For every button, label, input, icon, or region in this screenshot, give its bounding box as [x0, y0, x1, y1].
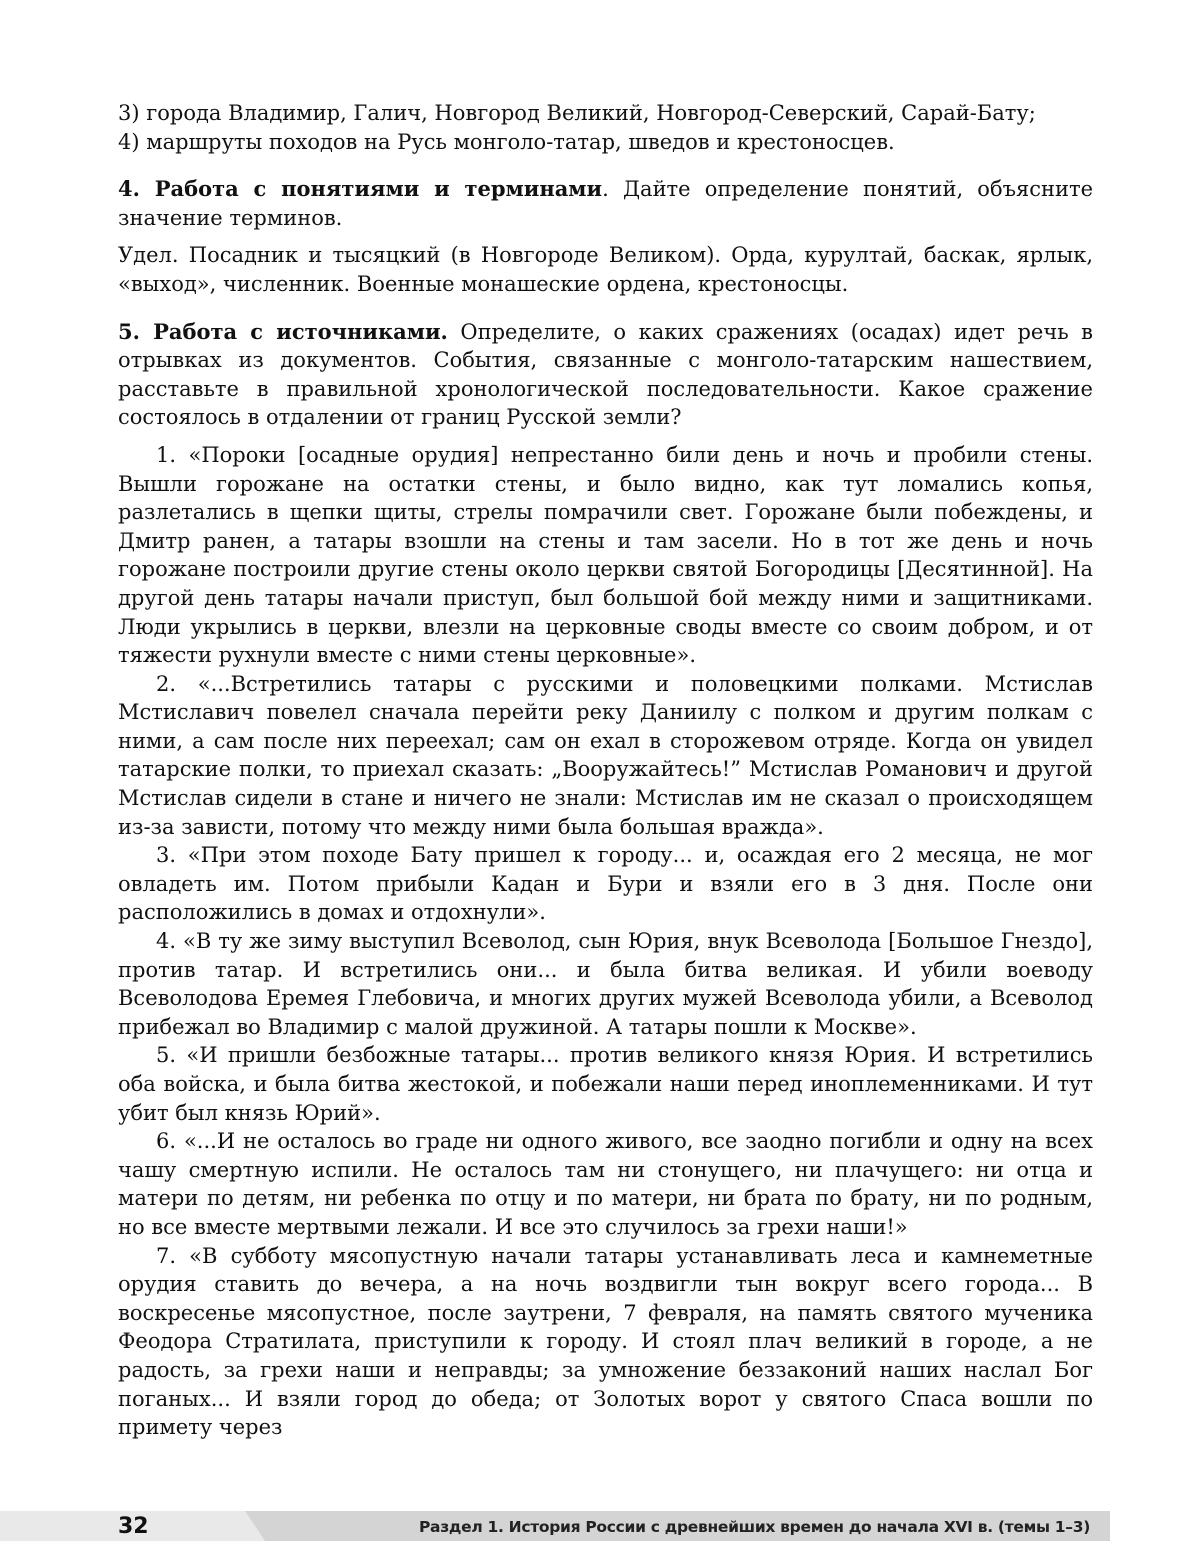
task-4-paragraph [118, 175, 1093, 232]
task-4-terms: Удел. Посадник и тысяцкий (в Новгороде Великом). Орда, курултай, баскак, ярлык, «выход», численник. Военные монашеские ордена, крестоносцы. [118, 243, 1093, 296]
list-item-3: 3) города Владимир, Галич, Новгород Великий, Новгород-Северский, Сарай-Бату; [118, 101, 1036, 125]
section-title: Раздел 1. История России с древнейших времен до начала XVI в. (темы 1–3) [418, 1518, 1090, 1536]
page-body [118, 99, 1093, 1442]
excerpt-2: 2. «...Встретились татары с русскими и половецкими полками. Мстислав Мстиславич повелел сначала перейти реку Даниилу с полком и другим полкам с ними, а сам после них переехал; сам он ехал в сторожевом отряде. Когда он увидел татарские полки, то приехал сказать: „Вооружайтесь!” Мстислав Романович и другой Мстислав сидели в стане и ничего не знали: Мстислав им не сказал о происходящем из-за зависти, потому что между ними была большая вражда». [118, 671, 1093, 839]
excerpt-5: 5. «И пришли безбожные татары... против великого князя Юрия. И встретились оба войска, и была битва жестокой, и побежали наши перед иноплеменниками. И тут убит был князь Юрий». [118, 1043, 1093, 1125]
task-5-text: Определите, о каких сражениях (осадах) идет речь в отрывках из документов. События, связанные с монголо-татарским нашествием, расставьте в правильной хронологической последовательности. Какое сражение состоялось в отдалении от границ Русской земли? [118, 319, 1093, 430]
task-4-text: . Дайте определение понятий, объясните значение терминов. [118, 177, 1093, 230]
excerpt-7: 7. «В субботу мясопустную начали татары устанавливать леса и камнеметные орудия ставить до вечера, а на ночь воздвигли тын вокруг всего города... В воскресенье мясопустное, после заутрени, 7 февраля, на память святого мученика Феодора Стратилата, приступили к городу. И стоял плач великий в городе, а не радость, за грехи наши и неправды; за умножение беззаконий наших наслал Бог поганых... И взяли город до обеда; от Золотых ворот у святого Спаса вошли по примету через [118, 1243, 1093, 1440]
excerpt-6: 6. «...И не осталось во граде ни одного живого, все заодно погибли и одну на всех чашу смертную испили. Не осталось там ни стонущего, ни плачущего: ни отца и матери по детям, ни ребенка по отцу и по матери, ни брата по брату, ни по родным, но все вместе мертвыми лежали. И все это случилось за грехи наши!» [118, 1129, 1093, 1239]
excerpt-3: 3. «При этом походе Бату пришел к городу... и, осаждая его 2 месяца, не мог овладеть им. Потом прибыли Кадан и Бури и взяли его в 3 дня. После они расположились в домах и отдохнули». [118, 843, 1093, 925]
task-5-paragraph [118, 318, 1093, 432]
page-number: 32 [118, 1514, 149, 1539]
page-footer [0, 1499, 1193, 1543]
task-4-heading: 4. Работа с понятиями и терминами [118, 176, 603, 202]
list-item-4: 4) маршруты походов на Русь монголо-татар, шведов и крестоносцев. [118, 129, 895, 154]
excerpt-4: 4. «В ту же зиму выступил Всеволод, сын Юрия, внук Всеволода [Большое Гнездо], против татар. И встретились они... и была битва великая. И убили воеводу Всеволодова Еремея Глебовича, и многих других мужей Всеволода убили, а Всеволод прибежал во Владимир с малой дружиной. А татары пошли к Москве». [118, 929, 1093, 1039]
excerpt-1: 1. «Пороки [осадные орудия] непрестанно били день и ночь и пробили стены. Вышли горожане на остатки стены, и было видно, как тут ломались копья, разлетались в щепки щиты, стрелы помрачили свет. Горожане были побеждены, и Дмитр ранен, а татары взошли на стены и там засели. Но в тот же день и ночь горожане построили другие стены около церкви святой Богородицы [Десятинной]. На другой день татары начали приступ, был большой бой между ними и защитниками. Люди укрылись в церкви, влезли на церковные своды вместе со своим добром, и от тяжести рухнули вместе с ними стены церковные». [118, 442, 1093, 668]
task-5-heading: 5. Работа с источниками. [118, 318, 448, 344]
